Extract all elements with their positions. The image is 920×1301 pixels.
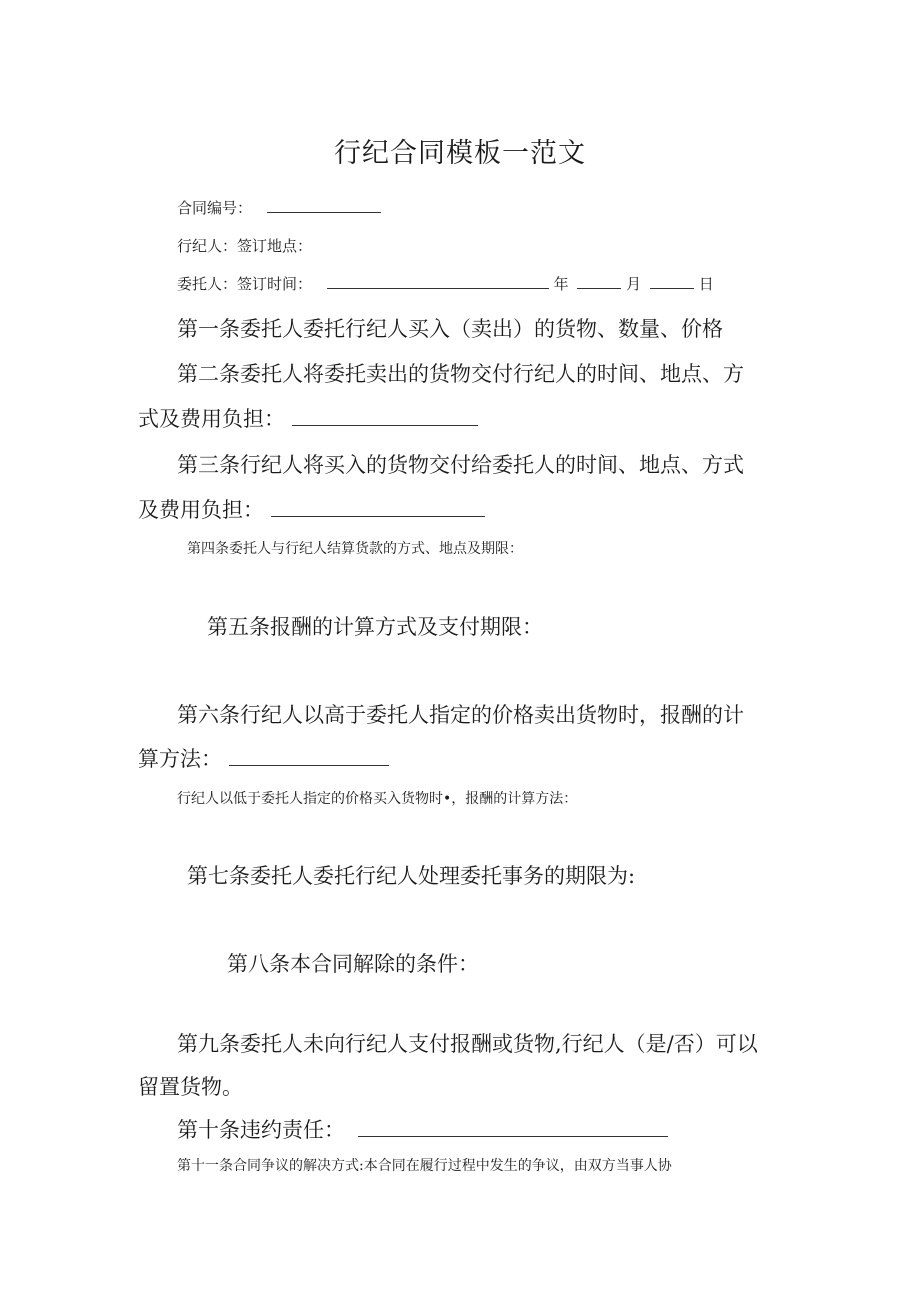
broker-place-row	[177, 235, 312, 256]
day-blank	[650, 287, 694, 289]
article-6-line-2	[138, 743, 389, 773]
day-label: 日	[698, 275, 714, 293]
article-2-blank	[292, 424, 478, 426]
article-3-blank	[271, 515, 485, 517]
month-blank	[577, 287, 621, 289]
article-6-line-1: 第六条行纪人以高于委托人指定的价格卖出货物时，报酬的计	[177, 703, 744, 727]
article-9-line-2: 留置货物。	[138, 1075, 243, 1099]
article-5: 第五条报酬的计算方式及支付期限：	[207, 615, 543, 639]
contract-number-label: 合同编号：	[177, 199, 253, 217]
date-blank	[327, 287, 549, 289]
article-4: 第四条委托人与行纪人结算货款的方式、地点及期限：	[187, 541, 523, 557]
document-title: 行纪合同模板一范文	[334, 138, 586, 169]
article-10-label: 第十条违约责任：	[177, 1118, 345, 1142]
article-6-label: 算方法：	[138, 747, 222, 771]
article-7: 第七条委托人委托行纪人处理委托事务的期限为:	[187, 864, 636, 888]
article-10-row	[177, 1114, 668, 1144]
month-label: 月	[626, 275, 642, 293]
article-9-line-1: 第九条委托人未向行纪人支付报酬或货物,行纪人（是/否）可以	[177, 1032, 758, 1056]
article-3-label: 及费用负担：	[138, 498, 264, 522]
year-label: 年	[553, 275, 569, 293]
article-1: 第一条委托人委托行纪人买入（卖出）的货物、数量、价格	[177, 317, 723, 341]
article-2-line-1: 第二条委托人将委托卖出的货物交付行纪人的时间、地点、方	[177, 362, 744, 386]
article-3-line-1: 第三条行纪人将买入的货物交付给委托人的时间、地点、方式	[177, 453, 744, 477]
article-2-line-2	[138, 403, 478, 433]
article-2-label: 式及费用负担：	[138, 407, 285, 431]
article-10-blank	[358, 1135, 668, 1137]
article-6-sub: 行纪人以低于委托人指定的价格买入货物时•，报酬的计算方法：	[177, 791, 578, 807]
article-11: 第十一条合同争议的解决方式:本合同在履行过程中发生的争议，由双方当事人协	[177, 1158, 672, 1174]
contract-number-blank	[267, 211, 381, 213]
broker-place-label: 行纪人：签订地点：	[177, 237, 313, 255]
client-time-label: 委托人：签订时间：	[177, 275, 313, 293]
contract-number-row	[177, 197, 381, 218]
article-6-blank	[229, 764, 389, 766]
client-time-row	[177, 273, 714, 294]
article-8: 第八条本合同解除的条件：	[227, 952, 479, 976]
article-3-line-2	[138, 494, 485, 524]
